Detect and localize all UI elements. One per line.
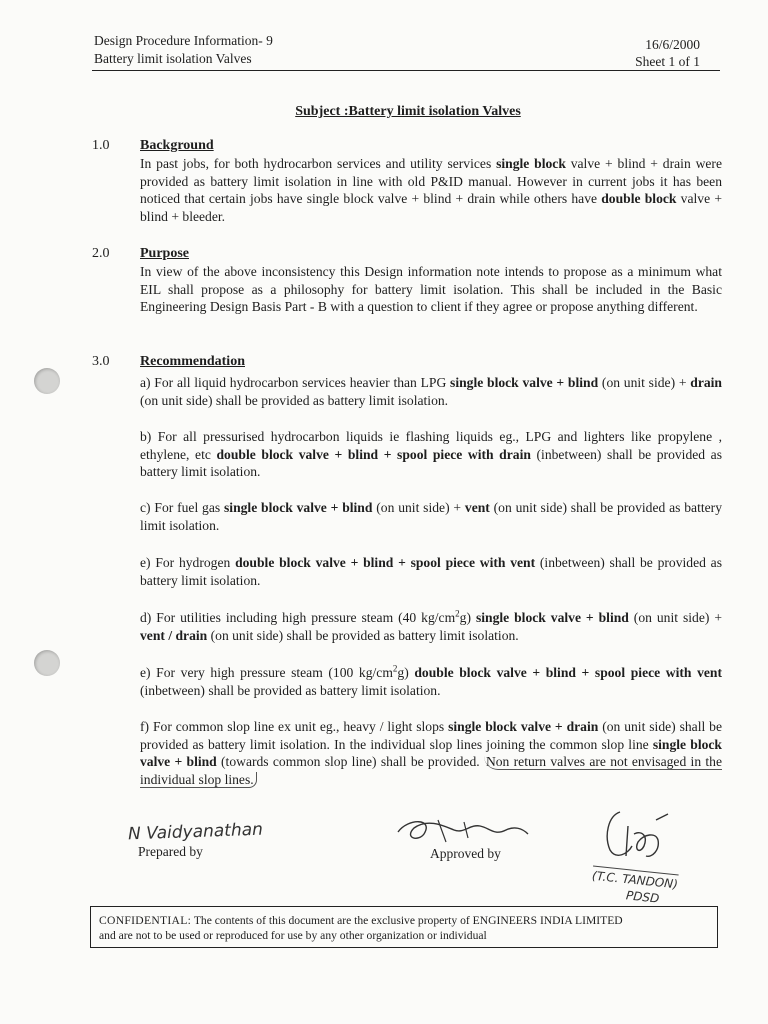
header-rule	[92, 70, 720, 71]
prepared-by-label: Prepared by	[138, 844, 203, 859]
confidential-text: The contents of this document are the exclusive property of ENGINEERS INDIA LIMITED	[191, 914, 623, 927]
confidential-notice	[90, 906, 718, 948]
recommendation-a	[140, 374, 722, 409]
body-bold: double block	[601, 191, 677, 207]
punch-hole-top	[34, 368, 60, 394]
body-bold: single block valve + blind	[475, 610, 629, 625]
body-text: For hydrogen	[150, 555, 236, 570]
subject-text: Subject :Battery limit isolation Valves	[295, 104, 521, 119]
body-text: (on unit side) shall be provided as battery limit isolation.	[140, 500, 722, 533]
superscript: 2	[392, 663, 398, 674]
approver-dept: PDSD	[625, 888, 660, 906]
section-title: Background	[140, 138, 214, 153]
body-text: g)	[397, 665, 415, 680]
body-text: (on unit side) shall be provided as battery limit isolation.	[140, 392, 449, 408]
section-number: 3.0	[92, 354, 110, 369]
recommendation-b	[140, 428, 722, 481]
body-text: (inbetween) shall be provided as battery limit isolation.	[140, 555, 722, 588]
header-sheet: Sheet 1 of 1	[635, 54, 700, 69]
body-text: (on unit side) +	[372, 500, 465, 515]
body-text: valve + blind + drain were provided as battery limit isolation in line with old P&ID manual. However in current jobs it has been noticed that certain jobs have single block valve + blind + drain while others have	[140, 156, 722, 207]
item-label: b)	[140, 429, 152, 444]
section-title: Purpose	[140, 246, 189, 261]
header-right	[635, 36, 700, 70]
body-text: valve + blind + bleeder.	[140, 191, 722, 224]
approver-name: (T.C. TANDON)	[591, 866, 678, 892]
body-text: For fuel gas	[150, 500, 224, 515]
tandon-signature-scribble	[598, 806, 678, 866]
body-text: For common slop line ex unit eg., heavy / light slops	[149, 719, 449, 734]
body-text: (inbetween) shall be provided as battery limit isolation.	[140, 682, 441, 698]
body-bold: drain	[690, 375, 722, 390]
section-number: 2.0	[92, 246, 110, 261]
subject-heading	[0, 104, 768, 120]
header-procedure-line: Design Procedure Information- 9	[94, 33, 273, 48]
body-text: g)	[459, 610, 476, 625]
body-bold: single block	[496, 156, 566, 171]
body-bold: vent / drain	[140, 627, 208, 643]
superscript: 2	[455, 608, 460, 619]
body-text: (on unit side) +	[628, 610, 722, 625]
section-body	[140, 155, 722, 225]
body-bold: single block valve + blind	[224, 500, 373, 515]
body-bold: vent	[464, 500, 490, 515]
item-label: d)	[140, 610, 152, 625]
body-text: For all pressurised hydrocarbon liquids ie flashing liquids eg., LPG and lighters like propylene , ethylene, etc	[140, 429, 722, 462]
section-number: 1.0	[92, 138, 110, 153]
body-text: (on unit side) +	[598, 375, 691, 390]
recommendation-e-hydrogen	[140, 554, 722, 589]
body-text: (towards common slop line) shall be provided.	[216, 754, 484, 770]
punch-hole-bottom	[34, 650, 60, 676]
hand-marked-text: Non return valves are not envisaged in the individual slop lines.	[140, 754, 722, 787]
body-bold: double block valve + blind + spool piece with vent	[414, 665, 722, 680]
body-text: For utilities including high pressure steam (40 kg/cm	[151, 610, 456, 625]
recommendation-f	[140, 718, 722, 788]
approved-by-label: Approved by	[430, 846, 501, 861]
confidential-label: CONFIDENTIAL:	[99, 914, 192, 927]
body-text: (on unit side) shall be provided as battery limit isolation. In the individual slop lines joining the common slop line	[140, 719, 722, 752]
header-title-line: Battery limit isolation Valves	[94, 51, 252, 66]
body-bold: double block valve + blind + spool piece with drain	[216, 446, 531, 462]
recommendation-d	[140, 609, 722, 644]
body-text: For very high pressure steam (100 kg/cm	[150, 665, 393, 680]
body-bold: double block valve + blind + spool piece with vent	[235, 555, 536, 570]
body-bold: single block valve + drain	[448, 719, 599, 734]
body-text: In past jobs, for both hydrocarbon services and utility services	[140, 156, 497, 171]
confidential-line-2: and are not to be used or reproduced for use by any other organization or individual	[99, 929, 487, 942]
section-body: In view of the above inconsistency this Design information note intends to propose as a minimum what EIL shall propose as a philosophy for battery limit isolation. This shall be included in the Basic Engineering Design Basis Part - B with a question to client if they agree or propose anything different.	[140, 264, 722, 315]
body-text: (on unit side) shall be provided as battery limit isolation.	[207, 627, 519, 643]
confidential-line-1	[99, 913, 709, 928]
recommendation-c	[140, 499, 722, 534]
item-label: a)	[140, 375, 151, 390]
header-date: 16/6/2000	[645, 37, 700, 52]
body-text: For all liquid hydrocarbon services heavier than LPG	[150, 375, 451, 390]
section-title: Recommendation	[140, 354, 245, 369]
recommendation-e-steam	[140, 664, 722, 699]
header-left	[94, 32, 273, 68]
item-label: f)	[140, 719, 150, 734]
prepared-signature: N Vaidyanathan	[127, 819, 264, 845]
body-text: (inbetween) shall be provided as battery limit isolation.	[140, 446, 722, 480]
item-label: c)	[140, 500, 151, 515]
item-label: e)	[140, 555, 151, 570]
body-bold: single block valve + blind	[450, 375, 599, 390]
body-bold: single block valve + blind	[140, 736, 722, 770]
item-label: e)	[140, 665, 151, 680]
